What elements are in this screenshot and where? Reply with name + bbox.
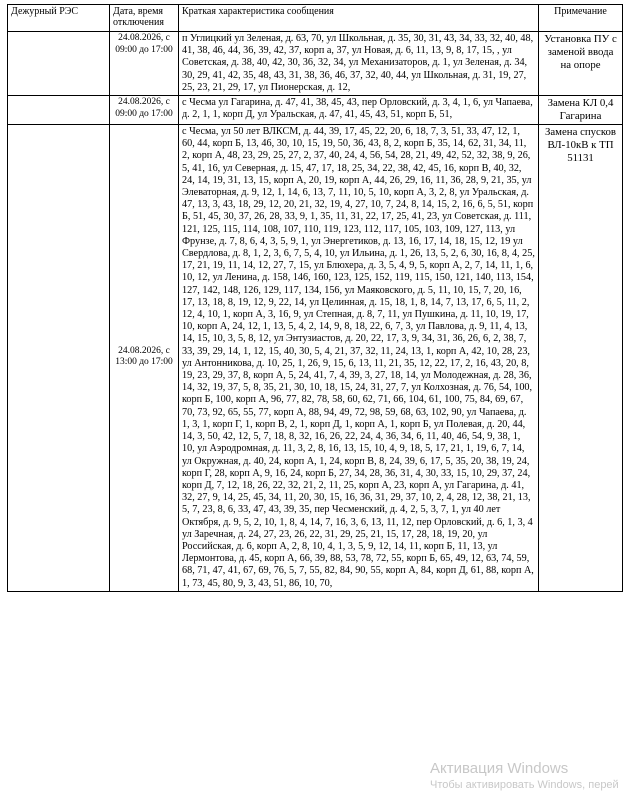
date-cell: 24.08.2026, с 13:00 до 17:00 bbox=[110, 125, 179, 592]
watermark-title: Активация Windows bbox=[430, 760, 569, 777]
header-note: Примечание bbox=[539, 5, 623, 32]
res-cell bbox=[8, 125, 110, 592]
table-row bbox=[8, 96, 623, 125]
date-cell: 24.08.2026, с 09:00 до 17:00 bbox=[110, 32, 179, 96]
header-date: Дата, время отключения bbox=[110, 5, 179, 32]
header-description: Краткая характеристика сообщения bbox=[179, 5, 539, 32]
description-cell: с Чесма, ул 50 лет ВЛКСМ, д. 44, 39, 17, 45, 22, 20, 6, 18, 7, 3, 51, 33, 47, 12, 1, 60, 44, корп Б, 13, 46, 30, 10, 15, 19, 50, 36, 43, 8, 2, корп Б, 35, 14, 62, 31, 34, 11, 2, корп А, 48, 23, 29, 25, 27, 2, 37, 40, 24, 4, 56, 54, 28, 21, 49, 42, 52, 32, 38, 9, 26, 5, 41, 16, ул Северная, д. 15, 47, 17, 18, 25, 34, 22, 38, 42, 45, 16, корп В, 40, 32, 24, 14, 19, 31, 13, 15, корп А, 20, 19, корп А, 44, 26, 29, 16, 11, 36, 28, 9, 21, 35, ул Элеваторная, д. 9, 12, 1, 14, 6, 13, 7, 11, 10, 5, 10, корп А, 3, 2, 8, ул Уральская, д. 47, 13, 3, 43, 18, 29, 12, 20, 21, 32, 19, 4, 27, 10, 7, 24, 8, 14, 15, 2, 16, 6, 5, 51, корп Б, 51, 45, 30, 37, 26, 28, 33, 9, 1, 35, 11, 31, 22, 17, 25, 41, 23, ул Советская, д. 111, 121, 125, 115, 114, 108, 107, 110, 119, 123, 112, 117, 105, 103, 109, 127, 113, ул Фрунзе, д. 7, 8, 6, 4, 3, 5, 9, 1, ул Энергетиков, д. 13, 16, 17, 14, 18, 15, 12, 19 ул Свердлова, д. 8, 1, 2, 3, 6, 7, 5, 4, 10, ул Ильина, д. 1, 26, 13, 5, 2, 6, 30, 16, 8, 4, 25, 17, 21, 19, 11, 14, 12, 27, 7, 15, ул Блюхера, д. 3, 5, 4, 9, 5, корп А, 2, 7, 14, 11, 1, 6, 10, 12, ул Ленина, д. 158, 146, 160, 123, 125, 152, 119, 115, 150, 121, 140, 113, 154, 127, 142, 148, 126, 129, 117, 134, 156, ул Маяковского, д. 5, 11, 10, 15, 7, 20, 16, 17, 13, 18, 8, 19, 12, 9, 22, 14, ул Целинная, д. 15, 18, 1, 8, 14, 7, 13, 17, 6, 5, 11, 2, 12, 4, 10, 1, корп А, 3, 16, 9, ул Степная, д. 8, 7, 11, ул Пушкина, д. 11, 10, 19, 17, 10, корп А, 24, 12, 1, 13, 5, 4, 2, 14, 9, 8, 18, 22, 6, 7, 3, ул Павлова, д. 9, 11, 4, 13, 14, 15, 10, 3, 5, 8, 12, ул Энтузиастов, д. 20, 22, 17, 3, 9, 34, 31, 36, 26, 6, 2, 38, 7, 33, 39, 29, 14, 1, 12, 15, 40, 30, 5, 4, 21, 37, 32, 11, 24, 13, 1, корп А, 42, 10, 28, 23, ул Антонникова, д. 10, 25, 1, 26, 9, 15, 6, 13, 11, 21, 35, 12, 22, 17, 2, 16, 43, 20, 8, 19, 23, 29, 37, 8, корп А, 5, 24, 41, 7, 4, 39, 3, 27, 18, 14, ул Молодежная, д. 28, 36, 14, 32, 19, 37, 5, 8, 35, 21, 30, 10, 18, 15, 24, 31, 27, 7, ул Колхозная, д. 76, 54, 100, корп Б, 100, корп А, 96, 77, 82, 78, 58, 60, 62, 71, 66, 104, 61, 100, 75, 84, 69, 67, 70, 73, 92, 65, 55, 77, корп А, 88, 94, 49, 72, 98, 59, 68, 63, 102, 90, ул Чапаева, д. 1, 3, 1, корп Г, 1, корп В, 2, 1, корп Д, 1, корп А, 1, корп Б, ул Полевая, д. 20, 44, 14, 3, 50, 42, 12, 5, 7, 18, 8, 32, 16, 26, 22, 24, 4, 36, 34, 6, 11, 40, 46, 54, 9, 38, 1, 10, ул Аэродромная, д. 11, 3, 2, 8, 16, 13, 15, 10, 4, 9, 18, 5, 17, 21, 1, 19, 6, 7, 14, ул Окружная, д. 40, 24, корп А, 1, 24, корп В, 8, 24, 39, 6, 17, 5, 35, 20, 38, 19, 24, корп Г, 28, корп А, 9, 16, 24, корп Б, 27, 34, 28, 36, 31, 4, 30, 33, 15, 10, 29, 37, 24, корп Д, 7, 12, 18, 26, 22, 32, 21, 2, 11, 25, корп А, 23, корп А, ул Гагарина, д. 41, 32, 27, 9, 14, 25, 45, 34, 11, 20, 30, 15, 16, 36, 31, 29, 37, 10, 2, 4, 28, 12, 38, 21, 13, 5, 7, 23, 8, 6, 33, 47, 43, 39, 35, пер Чесменский, д. 4, 2, 5, 3, 7, 1, ул 40 лет Октября, д. 9, 5, 2, 10, 1, 8, 4, 14, 7, 16, 3, 6, 13, 11, 12, пер Орловский, д. 6, 1, 3, 4 ул Заречная, д. 24, 27, 23, 26, 22, 31, 29, 25, 21, 15, 17, 28, 18, 19, 20, ул Российская, д. 6, корп А, 2, 8, 10, 4, 1, 3, 5, 9, 12, 14, 11, корп Б, 11, 13, ул Лермонтова, д. 45, корп А, 66, 39, 88, 53, 78, 72, 55, корп Б, 65, 49, 12, 63, 74, 59, 68, 71, 47, 41, 67, 69, 76, 5, 7, 55, 82, 84, 90, 55, корп А, 84, корп Д, 61, 88, корп А, 1, 73, 45, 80, 9, 3, 43, 51, 86, 10, 70, bbox=[179, 125, 539, 592]
watermark-subtitle: Чтобы активировать Windows, перей bbox=[430, 779, 619, 791]
note-cell: Установка ПУ с заменой ввода на опоре bbox=[539, 32, 623, 96]
windows-activation-watermark bbox=[430, 760, 619, 794]
note-cell: Замена КЛ 0,4 Гагарина bbox=[539, 96, 623, 125]
header-row bbox=[8, 5, 623, 32]
outage-table bbox=[7, 4, 623, 592]
description-cell: п Углицкий ул Зеленая, д. 63, 70, ул Школьная, д. 35, 30, 31, 43, 34, 33, 32, 40, 48, 41, 38, 46, 44, 36, 39, 42, 37, корп а, 37, ул Новая, д. 6, 11, 13, 9, 8, 17, 15, , ул Советская, д. 38, 40, 42, 30, 36, 32, 34, ул Механизаторов, д. 1, ул Зеленая, д. 34, 30, 29, 41, 42, 35, 48, 43, 31, 38, 36, 46, 37, 32, 40, 44, ул Школьная, д. 31, 19, 27, 25, 23, 21, 29, 17, ул Пионерская, д. 12, bbox=[179, 32, 539, 96]
table-row bbox=[8, 125, 623, 592]
date-cell: 24.08.2026, с 09:00 до 17:00 bbox=[110, 96, 179, 125]
res-cell bbox=[8, 32, 110, 96]
table-row bbox=[8, 32, 623, 96]
header-res: Дежурный РЭС bbox=[8, 5, 110, 32]
res-cell bbox=[8, 96, 110, 125]
note-cell: Замена спусков ВЛ-10кВ к ТП 51131 bbox=[539, 125, 623, 592]
description-cell: с Чесма ул Гагарина, д. 47, 41, 38, 45, 43, пер Орловский, д. 3, 4, 1, 6, ул Чапаева, д. 2, 1, 1, корп Д, ул Уральская, д. 47, 41, 45, 43, 51, корп Б, 51, bbox=[179, 96, 539, 125]
